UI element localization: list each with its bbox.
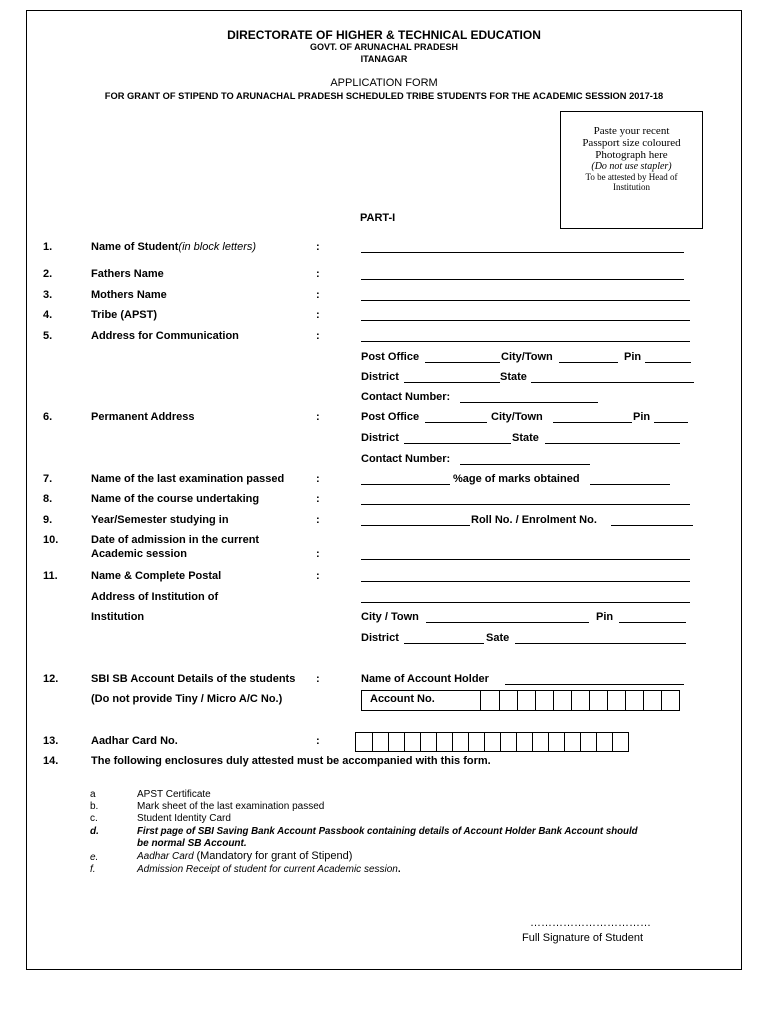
directorate-heading: DIRECTORATE OF HIGHER & TECHNICAL EDUCATION — [227, 28, 541, 42]
enclosure-e-line — [137, 850, 352, 862]
part-heading: PART-I — [360, 212, 396, 224]
field-3-colon: : — [316, 289, 320, 301]
enclosure-f-text: Admission Receipt of student for current Academic session — [137, 864, 398, 875]
comm-post-office-field[interactable] — [425, 362, 500, 363]
last-exam-field[interactable] — [361, 484, 450, 485]
account-digit-box[interactable] — [643, 691, 661, 710]
account-number-boxes[interactable] — [361, 690, 680, 711]
inst-pin-label: Pin — [596, 611, 614, 623]
field-10-label-line2: Academic session — [91, 548, 187, 560]
mothers-name-field[interactable] — [361, 300, 690, 301]
field-8-number: 8. — [43, 493, 53, 505]
inst-pin-field[interactable] — [619, 622, 686, 623]
institution-address-field-2[interactable] — [361, 602, 690, 603]
aadhar-digit-box[interactable] — [404, 733, 420, 751]
enclosure-b-letter: b. — [90, 801, 99, 812]
field-12-number: 12. — [43, 673, 59, 685]
field-14-label: The following enclosures duly attested must be accompanied with this form. — [91, 755, 491, 767]
photo-box — [560, 111, 703, 229]
enclosure-f-letter: f. — [90, 864, 96, 875]
account-holder-label: Name of Account Holder — [361, 673, 489, 685]
perm-state-label: State — [512, 432, 539, 444]
inst-city-field[interactable] — [426, 622, 589, 623]
field-10-colon: : — [316, 548, 320, 560]
marks-label: %age of marks obtained — [453, 473, 580, 485]
aadhar-digit-box[interactable] — [452, 733, 468, 751]
enclosure-e-letter: e. — [90, 852, 99, 863]
perm-city-field[interactable] — [553, 422, 632, 423]
account-holder-field[interactable] — [505, 684, 684, 685]
aadhar-digit-box[interactable] — [500, 733, 516, 751]
enclosure-e-extra: (Mandatory for grant of Stipend) — [196, 850, 353, 862]
account-digit-box[interactable] — [553, 691, 571, 710]
comm-post-office-label: Post Office — [361, 351, 420, 363]
comm-pin-label: Pin — [624, 351, 642, 363]
field-13-number: 13. — [43, 735, 59, 747]
field-12-colon: : — [316, 673, 320, 685]
form-title: APPLICATION FORM — [330, 77, 438, 89]
field-9-label: Year/Semester studying in — [91, 514, 229, 526]
field-12-note: (Do not provide Tiny / Micro A/C No.) — [91, 693, 283, 705]
comm-state-label: State — [500, 371, 527, 383]
tribe-field[interactable] — [361, 320, 690, 321]
field-1-colon: : — [316, 241, 320, 253]
field-2-colon: : — [316, 268, 320, 280]
aadhar-digit-box[interactable] — [516, 733, 532, 751]
field-5-label: Address for Communication — [91, 330, 239, 342]
inst-city-label: City / Town — [361, 611, 419, 623]
field-9-number: 9. — [43, 514, 53, 526]
field-5-number: 5. — [43, 330, 53, 342]
account-digit-box[interactable] — [589, 691, 607, 710]
account-digit-box[interactable] — [607, 691, 625, 710]
perm-post-office-field[interactable] — [425, 422, 487, 423]
roll-no-label: Roll No. / Enrolment No. — [471, 514, 597, 526]
field-11-label-line2: Address of Institution of — [91, 591, 219, 603]
aadhar-digit-box[interactable] — [356, 733, 372, 751]
field-12-label: SBI SB Account Details of the students — [91, 673, 296, 685]
account-digit-box[interactable] — [661, 691, 679, 710]
student-name-field[interactable] — [361, 252, 684, 253]
enclosure-b-text: Mark sheet of the last examination passed — [137, 801, 325, 812]
inst-state-field[interactable] — [515, 643, 686, 644]
comm-contact-label: Contact Number: — [361, 391, 451, 403]
aadhar-digit-box[interactable] — [564, 733, 580, 751]
aadhar-digit-box[interactable] — [468, 733, 484, 751]
signature-line[interactable]: …………………………… — [530, 917, 651, 929]
aadhar-digit-box[interactable] — [596, 733, 612, 751]
comm-district-label: District — [361, 371, 399, 383]
account-digit-box[interactable] — [625, 691, 643, 710]
perm-city-label: City/Town — [491, 411, 543, 423]
field-6-label: Permanent Address — [91, 411, 195, 423]
field-1-label-italic: (in block letters) — [178, 241, 257, 253]
field-5-colon: : — [316, 330, 320, 342]
field-14-number: 14. — [43, 755, 59, 767]
govt-heading: GOVT. OF ARUNACHAL PRADESH — [309, 42, 458, 52]
perm-contact-field[interactable] — [460, 464, 590, 465]
enclosure-a-text: APST Certificate — [137, 789, 211, 800]
account-no-label: Account No. — [362, 691, 481, 710]
field-4-label: Tribe (APST) — [91, 309, 158, 321]
enclosure-f-extra: . — [397, 864, 401, 875]
comm-city-label: City/Town — [501, 351, 553, 363]
enclosure-d-letter: d. — [90, 826, 99, 837]
account-digit-box[interactable] — [481, 691, 499, 710]
perm-district-label: District — [361, 432, 399, 444]
perm-pin-field[interactable] — [654, 422, 688, 423]
form-subtitle: FOR GRANT OF STIPEND TO ARUNACHAL PRADESH SCHEDULED TRIBE STUDENTS FOR THE ACADEMIC SESSION 2017-18 — [104, 91, 664, 101]
field-8-label: Name of the course undertaking — [91, 493, 260, 505]
aadhar-digit-box[interactable] — [372, 733, 388, 751]
account-digit-box[interactable] — [535, 691, 553, 710]
inst-district-field[interactable] — [404, 643, 484, 644]
aadhar-digit-box[interactable] — [388, 733, 404, 751]
perm-contact-label: Contact Number: — [361, 453, 451, 465]
account-digit-box[interactable] — [571, 691, 589, 710]
roll-no-field[interactable] — [611, 525, 693, 526]
enclosure-d-text: First page of SBI Saving Bank Account Passbook containing details of Account Holder Bank Account should — [137, 826, 638, 837]
perm-post-office-label: Post Office — [361, 411, 420, 423]
field-7-label: Name of the last examination passed — [91, 473, 285, 485]
perm-district-field[interactable] — [404, 443, 511, 444]
field-7-colon: : — [316, 473, 320, 485]
enclosure-c-text: Student Identity Card — [137, 813, 231, 824]
comm-address-field[interactable] — [361, 341, 690, 342]
field-10-label-line1: Date of admission in the current — [91, 534, 260, 546]
photo-line1: Paste your recent — [593, 125, 670, 137]
field-8-colon: : — [316, 493, 320, 505]
photo-line2: Passport size coloured — [582, 137, 681, 149]
comm-city-field[interactable] — [559, 362, 618, 363]
enclosure-a-letter: a — [90, 789, 96, 800]
aadhar-digit-box[interactable] — [580, 733, 596, 751]
aadhar-number-boxes[interactable] — [355, 732, 629, 752]
field-1-label — [91, 241, 256, 253]
year-semester-field[interactable] — [361, 525, 470, 526]
enclosure-e-text: Aadhar Card — [137, 851, 194, 862]
aadhar-digit-box[interactable] — [484, 733, 500, 751]
field-6-number: 6. — [43, 411, 53, 423]
field-7-number: 7. — [43, 473, 53, 485]
photo-line6: Institution — [612, 182, 650, 192]
aadhar-digit-box[interactable] — [532, 733, 548, 751]
field-11-colon: : — [316, 570, 320, 582]
enclosure-d-text-line2: be normal SB Account. — [137, 838, 247, 849]
enclosure-f-line — [137, 864, 401, 875]
enclosure-c-letter: c. — [90, 813, 98, 824]
field-6-colon: : — [316, 411, 320, 423]
marks-field[interactable] — [590, 484, 670, 485]
signature-label: Full Signature of Student — [522, 932, 644, 944]
inst-state-label: Sate — [486, 632, 510, 644]
course-field[interactable] — [361, 504, 690, 505]
field-3-number: 3. — [43, 289, 53, 301]
aadhar-digit-box[interactable] — [548, 733, 564, 751]
field-9-colon: : — [316, 514, 320, 526]
field-3-label: Mothers Name — [91, 289, 167, 301]
field-2-number: 2. — [43, 268, 53, 280]
field-13-label: Aadhar Card No. — [91, 735, 178, 747]
field-11-label-line3: Institution — [91, 611, 145, 623]
fathers-name-field[interactable] — [361, 279, 684, 280]
field-1-label-text: Name of Student — [91, 241, 179, 253]
field-13-colon: : — [316, 735, 320, 747]
comm-state-field[interactable] — [531, 382, 694, 383]
field-2-label: Fathers Name — [91, 268, 164, 280]
field-4-colon: : — [316, 309, 320, 321]
perm-pin-label: Pin — [633, 411, 651, 423]
perm-state-field[interactable] — [545, 443, 680, 444]
aadhar-digit-box[interactable] — [420, 733, 436, 751]
comm-pin-field[interactable] — [645, 362, 691, 363]
comm-district-field[interactable] — [404, 382, 500, 383]
comm-contact-field[interactable] — [460, 402, 598, 403]
field-11-number: 11. — [43, 570, 58, 582]
field-11-label-line1: Name & Complete Postal — [91, 570, 222, 582]
admission-date-field[interactable] — [361, 559, 690, 560]
aadhar-digit-box[interactable] — [436, 733, 452, 751]
field-1-number: 1. — [43, 241, 53, 253]
field-10-number: 10. — [43, 534, 59, 546]
institution-address-field-1[interactable] — [361, 581, 690, 582]
photo-line5: To be attested by Head of — [585, 172, 678, 182]
inst-district-label: District — [361, 632, 399, 644]
city-heading: ITANAGAR — [360, 54, 408, 64]
account-digit-box[interactable] — [517, 691, 535, 710]
photo-line4: (Do not use stapler) — [591, 161, 672, 172]
aadhar-digit-box[interactable] — [612, 733, 628, 751]
account-digit-box[interactable] — [499, 691, 517, 710]
photo-line3: Photograph here — [595, 149, 668, 161]
field-4-number: 4. — [43, 309, 53, 321]
